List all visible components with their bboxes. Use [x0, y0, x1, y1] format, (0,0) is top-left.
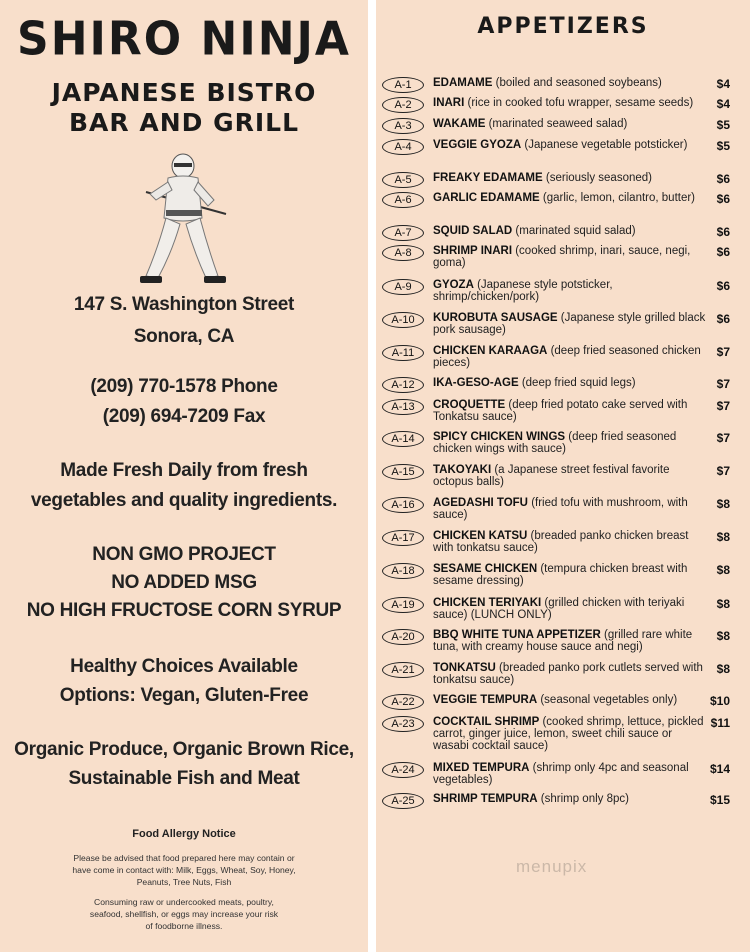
item-name: AGEDASHI TOFU: [433, 497, 528, 509]
item-detail: (fried tofu with mushroom, with sauce): [433, 497, 688, 521]
item-price: $8: [716, 497, 730, 511]
item-detail: (deep fried seasoned chicken pieces): [433, 345, 701, 369]
item-name: SPICY CHICKEN WINGS: [433, 431, 566, 443]
item-code-badge: A-11: [382, 345, 424, 361]
allergy-notice-line-5: seafood, shellfish, or eggs may increase your risk: [89, 909, 279, 919]
item-detail: (shrimp only 8pc): [537, 793, 629, 805]
item-description: [433, 192, 707, 204]
organic-line-1: Organic Produce, Organic Brown Rice,: [14, 739, 354, 760]
item-code-badge: A-1: [382, 77, 424, 93]
item-name: VEGGIE TEMPURA: [433, 694, 538, 706]
menu-item: [376, 793, 750, 823]
item-price: $6: [716, 225, 730, 239]
item-code-badge: A-14: [382, 431, 424, 447]
item-code-badge: A-24: [382, 762, 424, 778]
item-detail: (garlic, lemon, cilantro, butter): [539, 192, 696, 204]
item-code-badge: A-21: [382, 662, 424, 678]
item-price: $8: [716, 530, 730, 544]
item-name: IKA-GESO-AGE: [433, 377, 519, 389]
item-price: $6: [716, 279, 730, 293]
allergy-notice-line-1: Please be advised that food prepared here may contain or: [73, 853, 295, 863]
item-name: CHICKEN KARAAGA: [433, 345, 548, 357]
item-code-badge: A-13: [382, 399, 424, 415]
item-name: MIXED TEMPURA: [433, 762, 530, 774]
item-price: $6: [716, 312, 730, 326]
item-detail: (grilled chicken with teriyaki sauce) (LUNCH ONLY): [433, 597, 685, 621]
item-price: $7: [716, 399, 730, 413]
item-description: [433, 97, 707, 109]
item-name: KUROBUTA SAUSAGE: [433, 312, 558, 324]
menu-item: [376, 629, 750, 659]
menu-item: [376, 431, 750, 461]
item-name: TAKOYAKI: [433, 464, 492, 476]
menu-item: [376, 279, 750, 309]
item-detail: (seasonal vegetables only): [537, 694, 678, 706]
item-code-badge: A-18: [382, 563, 424, 579]
item-code-badge: A-15: [382, 464, 424, 480]
item-name: CROQUETTE: [433, 399, 506, 411]
item-name: CHICKEN TERIYAKI: [433, 597, 542, 609]
item-description: [433, 694, 707, 706]
item-price: $5: [716, 118, 730, 132]
item-detail: (shrimp only 4pc and seasonal vegetables): [433, 762, 689, 786]
item-name: GYOZA: [433, 279, 474, 291]
item-price: $7: [716, 431, 730, 445]
item-price: $4: [716, 97, 730, 111]
item-price: $7: [716, 464, 730, 478]
item-detail: (deep fried seasoned chicken wings with sauce): [433, 431, 677, 455]
item-code-badge: A-23: [382, 716, 424, 732]
restaurant-subtitle-2: BAR AND GRILL: [68, 108, 300, 137]
item-price: $6: [716, 172, 730, 186]
item-description: [433, 597, 707, 621]
item-price: $14: [709, 762, 730, 776]
watermark: menupix: [516, 857, 588, 876]
item-detail: (breaded panko pork cutlets served with tonkatsu sauce): [433, 662, 703, 686]
item-name: WAKAME: [433, 118, 486, 130]
allergy-notice-title: Food Allergy Notice: [132, 828, 236, 840]
item-name: SHRIMP TEMPURA: [433, 793, 538, 805]
item-description: [433, 762, 707, 786]
item-name: CHICKEN KATSU: [433, 530, 528, 542]
item-detail: (marinated seaweed salad): [485, 118, 628, 130]
item-description: [433, 629, 707, 653]
item-price: $7: [716, 377, 730, 391]
menu-item: [376, 312, 750, 342]
allergy-notice-line-2: have come in contact with: Milk, Eggs, Wheat, Soy, Honey,: [72, 865, 296, 875]
item-price: $6: [716, 192, 730, 206]
menu-item: [376, 597, 750, 627]
item-detail: (a Japanese street festival favorite octopus balls): [433, 464, 670, 488]
restaurant-subtitle-1: JAPANESE BISTRO: [51, 78, 317, 107]
menu-item: [376, 192, 750, 222]
item-description: [433, 139, 707, 151]
address-street: 147 S. Washington Street: [73, 294, 295, 315]
item-price: $8: [716, 662, 730, 676]
menu-item: [376, 245, 750, 275]
menu-item: [376, 716, 750, 752]
item-code-badge: A-16: [382, 497, 424, 513]
item-name: VEGGIE GYOZA: [433, 139, 522, 151]
item-name: SESAME CHICKEN: [433, 563, 538, 575]
right-panel: [376, 0, 750, 952]
fax-number: (209) 694-7209 Fax: [102, 406, 266, 427]
item-description: [433, 245, 707, 269]
item-price: $4: [716, 77, 730, 91]
allergy-notice-line-6: of foodborne illness.: [145, 921, 223, 931]
restaurant-name: SHIRO NINJA: [17, 12, 351, 67]
item-price: $11: [710, 716, 730, 730]
item-description: [433, 662, 707, 686]
item-detail: (Japanese style potsticker, shrimp/chicken/pork): [433, 279, 613, 303]
menu-item: [376, 762, 750, 792]
item-detail: (rice in cooked tofu wrapper, sesame seeds): [464, 97, 694, 109]
item-detail: (deep fried potato cake served with Tonkatsu sauce): [433, 399, 688, 423]
address-city: Sonora, CA: [133, 326, 235, 347]
allergy-notice-line-3: Peanuts, Tree Nuts, Fish: [136, 877, 232, 887]
allergy-notice-line-4: Consuming raw or undercooked meats, poultry,: [94, 897, 274, 907]
item-price: $6: [716, 245, 730, 259]
menu-item: [376, 530, 750, 560]
item-code-badge: A-3: [382, 118, 424, 134]
item-name: COCKTAIL SHRIMP: [433, 716, 540, 728]
item-detail: (grilled rare white tuna, with creamy house sauce and negi): [433, 629, 693, 653]
item-code-badge: A-7: [382, 225, 424, 241]
item-detail: (seriously seasoned): [542, 172, 652, 184]
item-price: $10: [709, 694, 730, 708]
item-code-badge: A-25: [382, 793, 424, 809]
item-description: [433, 279, 707, 303]
claim-non-gmo: NON GMO PROJECT: [92, 544, 276, 565]
item-code-badge: A-4: [382, 139, 424, 155]
item-code-badge: A-8: [382, 245, 424, 261]
item-description: [433, 345, 707, 369]
item-description: [433, 225, 707, 237]
item-description: [433, 118, 707, 130]
item-price: $8: [716, 629, 730, 643]
ninja-illustration: [128, 148, 238, 293]
item-price: $8: [716, 597, 730, 611]
claim-no-hfcs: NO HIGH FRUCTOSE CORN SYRUP: [26, 600, 342, 621]
item-description: [433, 716, 707, 752]
item-name: INARI: [433, 97, 465, 109]
item-detail: (Japanese style grilled black pork sausage): [433, 312, 706, 336]
item-code-badge: A-5: [382, 172, 424, 188]
menu-item: [376, 139, 750, 169]
item-detail: (Japanese vegetable potsticker): [521, 139, 688, 151]
item-code-badge: A-10: [382, 312, 424, 328]
item-code-badge: A-12: [382, 377, 424, 393]
healthy-line-2: Options: Vegan, Gluten-Free: [59, 685, 309, 706]
item-name: TONKATSU: [433, 662, 496, 674]
organic-line-2: Sustainable Fish and Meat: [68, 768, 300, 789]
item-code-badge: A-20: [382, 629, 424, 645]
phone-number: (209) 770-1578 Phone: [90, 376, 278, 397]
item-price: $15: [709, 793, 730, 807]
menu-item: [376, 464, 750, 494]
menu-item: [376, 563, 750, 593]
menu-item: [376, 497, 750, 527]
item-description: [433, 399, 707, 423]
item-price: $8: [716, 563, 730, 577]
fresh-line-1: Made Fresh Daily from fresh: [60, 460, 308, 481]
item-name: EDAMAME: [433, 77, 493, 89]
item-description: [433, 172, 707, 184]
item-detail: (cooked shrimp, inari, sauce, negi, goma): [433, 245, 691, 269]
item-detail: (deep fried squid legs): [518, 377, 636, 389]
item-description: [433, 464, 707, 488]
item-detail: (tempura chicken breast with sesame dressing): [433, 563, 688, 587]
item-code-badge: A-19: [382, 597, 424, 613]
item-description: [433, 497, 707, 521]
item-name: GARLIC EDAMAME: [433, 192, 540, 204]
item-description: [433, 377, 707, 389]
item-description: [433, 312, 707, 336]
item-description: [433, 563, 707, 587]
item-name: SHRIMP INARI: [433, 245, 513, 257]
item-price: $7: [716, 345, 730, 359]
left-panel: [0, 0, 368, 952]
healthy-line-1: Healthy Choices Available: [70, 656, 298, 677]
item-name: FREAKY EDAMAME: [433, 172, 543, 184]
item-detail: (breaded panko chicken breast with tonkatsu sauce): [433, 530, 689, 554]
menu-item: [376, 662, 750, 692]
item-description: [433, 793, 707, 805]
item-price: $5: [716, 139, 730, 153]
menu-item: [376, 399, 750, 429]
item-detail: (cooked shrimp, lettuce, pickled carrot, ginger juice, lemon, sweet chili sauce or wasabi cocktail sauce): [433, 716, 704, 752]
claim-no-msg: NO ADDED MSG: [111, 572, 257, 593]
item-code-badge: A-6: [382, 192, 424, 208]
fresh-line-2: vegetables and quality ingredients.: [30, 490, 338, 511]
item-detail: (boiled and seasoned soybeans): [492, 77, 662, 89]
item-name: BBQ WHITE TUNA APPETIZER: [433, 629, 601, 641]
item-code-badge: A-2: [382, 97, 424, 113]
item-description: [433, 431, 707, 455]
item-description: [433, 530, 707, 554]
item-code-badge: A-17: [382, 530, 424, 546]
menu-item: [376, 345, 750, 375]
item-detail: (marinated squid salad): [512, 225, 636, 237]
item-name: SQUID SALAD: [433, 225, 513, 237]
item-code-badge: A-9: [382, 279, 424, 295]
section-title-appetizers: APPETIZERS: [477, 14, 649, 39]
item-code-badge: A-22: [382, 694, 424, 710]
item-description: [433, 77, 707, 89]
